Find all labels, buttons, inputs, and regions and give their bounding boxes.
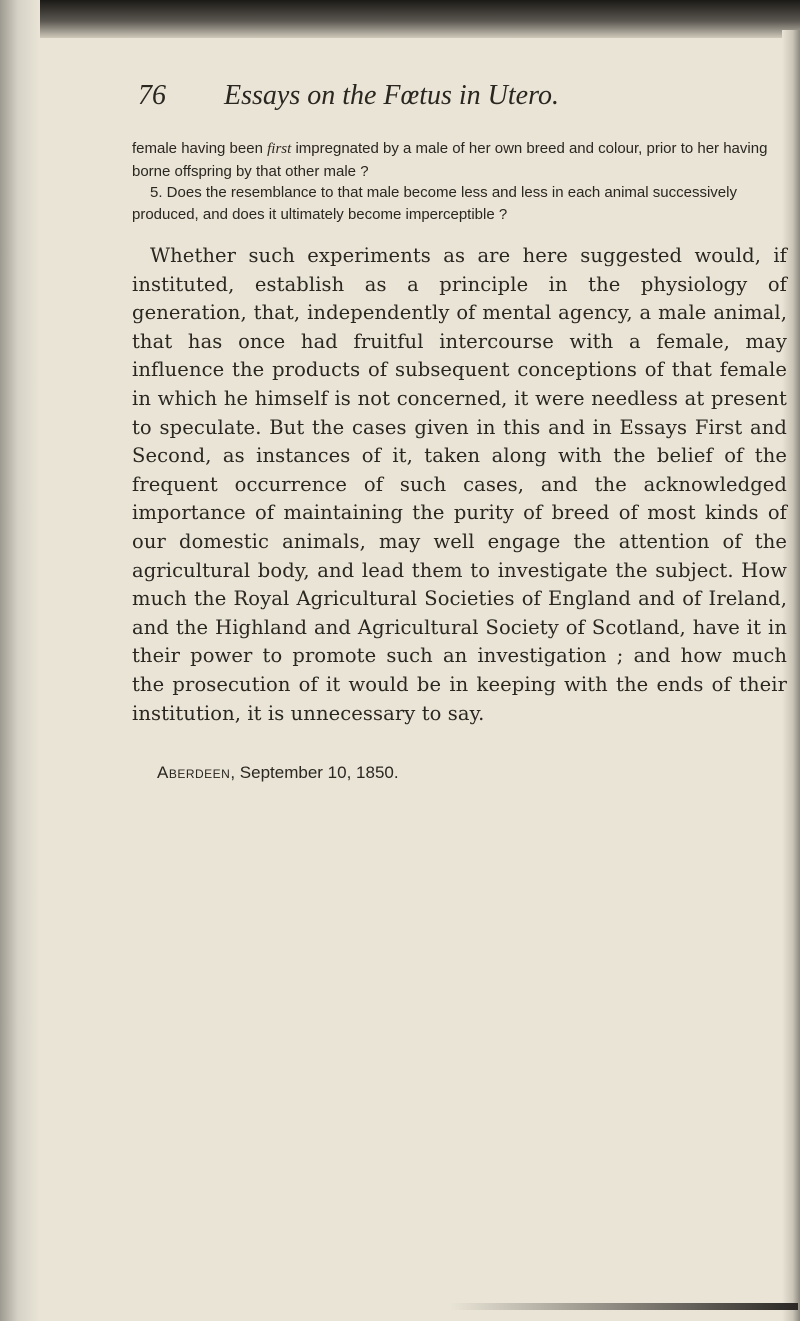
questions-block <box>132 138 794 225</box>
main-text <box>132 242 787 728</box>
signature-date: , September 10, 1850. <box>230 763 399 783</box>
emphasis-first: first <box>267 141 292 157</box>
question-5: 5. Does the resemblance to that male become less and less in each animal successively produced, and does it ultimately become imperceptible ? <box>132 184 737 223</box>
page-number: 76 <box>138 80 166 111</box>
book-top-edge <box>0 0 800 38</box>
signature-place: Aberdeen <box>157 763 231 783</box>
page-bottom-shadow <box>450 1303 798 1310</box>
book-page <box>132 80 792 783</box>
question-continued: female having been first impregnated by a male of her own breed and colour, prior to her having borne offspring by that other male ? <box>132 140 768 180</box>
book-binding-edge <box>0 0 40 1321</box>
running-header <box>138 80 792 124</box>
signature-line <box>157 763 792 783</box>
running-title: Essays on the Fœtus in Utero. <box>224 80 559 111</box>
body-paragraph: Whether such experiments as are here suggested would, if instituted, establish as a principle in the physiology of generation, that, independently of mental agency, a male animal, that has once had fruitful intercourse with a female, may influence the products of subsequent conceptions of that female in which he himself is not concerned, it were needless at present to speculate. But the cases given in this and in Essays First and Second, as instances of it, taken along with the belief of the frequent occurrence of such cases, and the acknowledged importance of maintaining the purity of breed of most kinds of our domestic animals, may well engage the attention of the agricultural body, and lead them to investigate the subject. How much the Royal Agricultural Societies of England and of Ireland, and the Highland and Agricultural Society of Scotland, have it in their power to promote such an investigation ; and how much the prosecution of it would be in keeping with the ends of their institution, it is unnecessary to say. <box>132 244 787 725</box>
